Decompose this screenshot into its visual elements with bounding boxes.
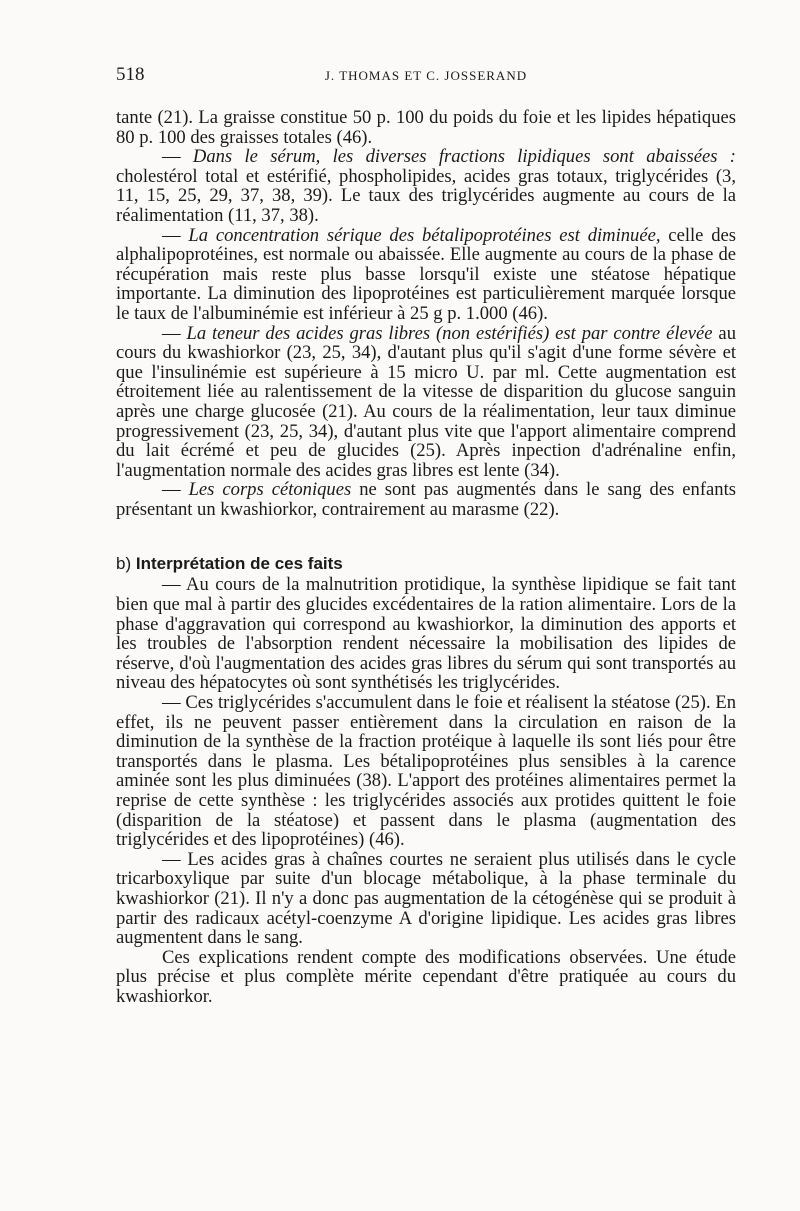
paragraph: — Les acides gras à chaînes courtes ne seraient plus utilisés dans le cycle tricarboxylique par suite d'un blocage métabolique, à la phase terminale du kwashiorkor (21). Il n'y a donc pas augmentation de la cétogénèse qui se produit à partir des radicaux acétyl-coenzyme A d'origine lipidique. Les acides gras libres augmentent dans le sang. (116, 848, 736, 949)
emphasis: Les corps cétoniques (188, 479, 352, 501)
emphasis: La concentration sérique des bétalipoprotéines est diminuée, (188, 224, 661, 246)
page-header (116, 64, 736, 88)
paragraph: — La concentration sérique des bétalipoprotéines est diminuée, celle des alphalipoprotéines, est normale ou abaissée. Elle augmente au cours de la phase de récupération mais reste plus basse lorsqu'il existe une stéatose hépatique importante. La diminution des lipoprotéines est particulièrement marquée lorsque le taux de l'albuminémie est inférieur à 25 g p. 1.000 (46). (116, 224, 736, 324)
running-title: J. THOMAS ET C. JOSSERAND (324, 68, 528, 83)
section-heading (116, 553, 736, 575)
section-title: Interprétation de ces faits (135, 554, 343, 574)
body-text (116, 108, 736, 1007)
paragraph: — La teneur des acides gras libres (non estérifiés) est par contre élevée au cours du kwashiorkor (23, 25, 34), d'autant plus qu'il s'agit d'une forme sévère et que l'insulinémie est supérieure à 15 micro U. par ml. Cette augmentation est étroitement liée au ralentissement de la vitesse de disparition du glucose sanguin après une charge glucosée (21). Au cours de la réalimentation, leur taux diminue progressivement (23, 25, 34), d'autant plus vite que l'apport alimentaire comprend du lait écrémé et peu de glucides (25). Après inpection d'adrénaline enfin, l'augmentation normale des acides gras libres est lente (34). (116, 322, 736, 481)
paragraph: — Les corps cétoniques ne sont pas augmentés dans le sang des enfants présentant un kwashiorkor, contrairement au marasme (22). (116, 479, 736, 520)
emphasis: Dans le sérum, les diverses fractions lipidiques sont abaissées : (192, 146, 736, 168)
paragraph: — Au cours de la malnutrition protidique, la synthèse lipidique se fait tant bien que mal à partir des glucides excédentaires de la ration alimentaire. Lors de la phase d'aggravation qui correspond au kwashiorkor, la diminution des apports et les troubles de l'absorption rendent nécessaire la mobilisation des lipides de réserve, d'où l'augmentation des acides gras libres du sérum qui sont transportés au niveau des hépatocytes où sont synthétisés les triglycérides. (116, 574, 736, 694)
section-label: b) (116, 554, 136, 574)
paragraph: tante (21). La graisse constitue 50 p. 100 du poids du foie et les lipides hépatiques 80 p. 100 des graisses totales (46). (116, 107, 736, 148)
page-number: 518 (116, 64, 145, 85)
paragraph: — Ces triglycérides s'accumulent dans le foie et réalisent la stéatose (25). En effet, ils ne peuvent passer entièrement dans la circulation en raison de la diminution de la synthèse de la fraction protéique à laquelle ils sont liés pour être transportés dans le plasma. Les bétalipoprotéines plus sensibles à la carence aminée sont les plus diminuées (38). L'apport des protéines alimentaires permet la reprise de cette synthèse : les triglycérides associés aux protides quittent le foie (disparition de la stéatose) et passent dans le plasma (augmentation des triglycérides et des lipoprotéines) (46). (116, 692, 736, 851)
emphasis: La teneur des acides gras libres (non estérifiés) est par contre élevée (186, 322, 713, 344)
paragraph: Ces explications rendent compte des modifications observées. Une étude plus précise et plus complète mérite cependant d'être pratiquée au cours du kwashiorkor. (116, 946, 736, 1007)
paragraph: — Dans le sérum, les diverses fractions lipidiques sont abaissées : cholestérol total et estérifié, phospholipides, acides gras totaux, triglycérides (3, 11, 15, 25, 29, 37, 38, 39). Le taux des triglycérides augmente au cours de la réalimentation (11, 37, 38). (116, 146, 736, 226)
